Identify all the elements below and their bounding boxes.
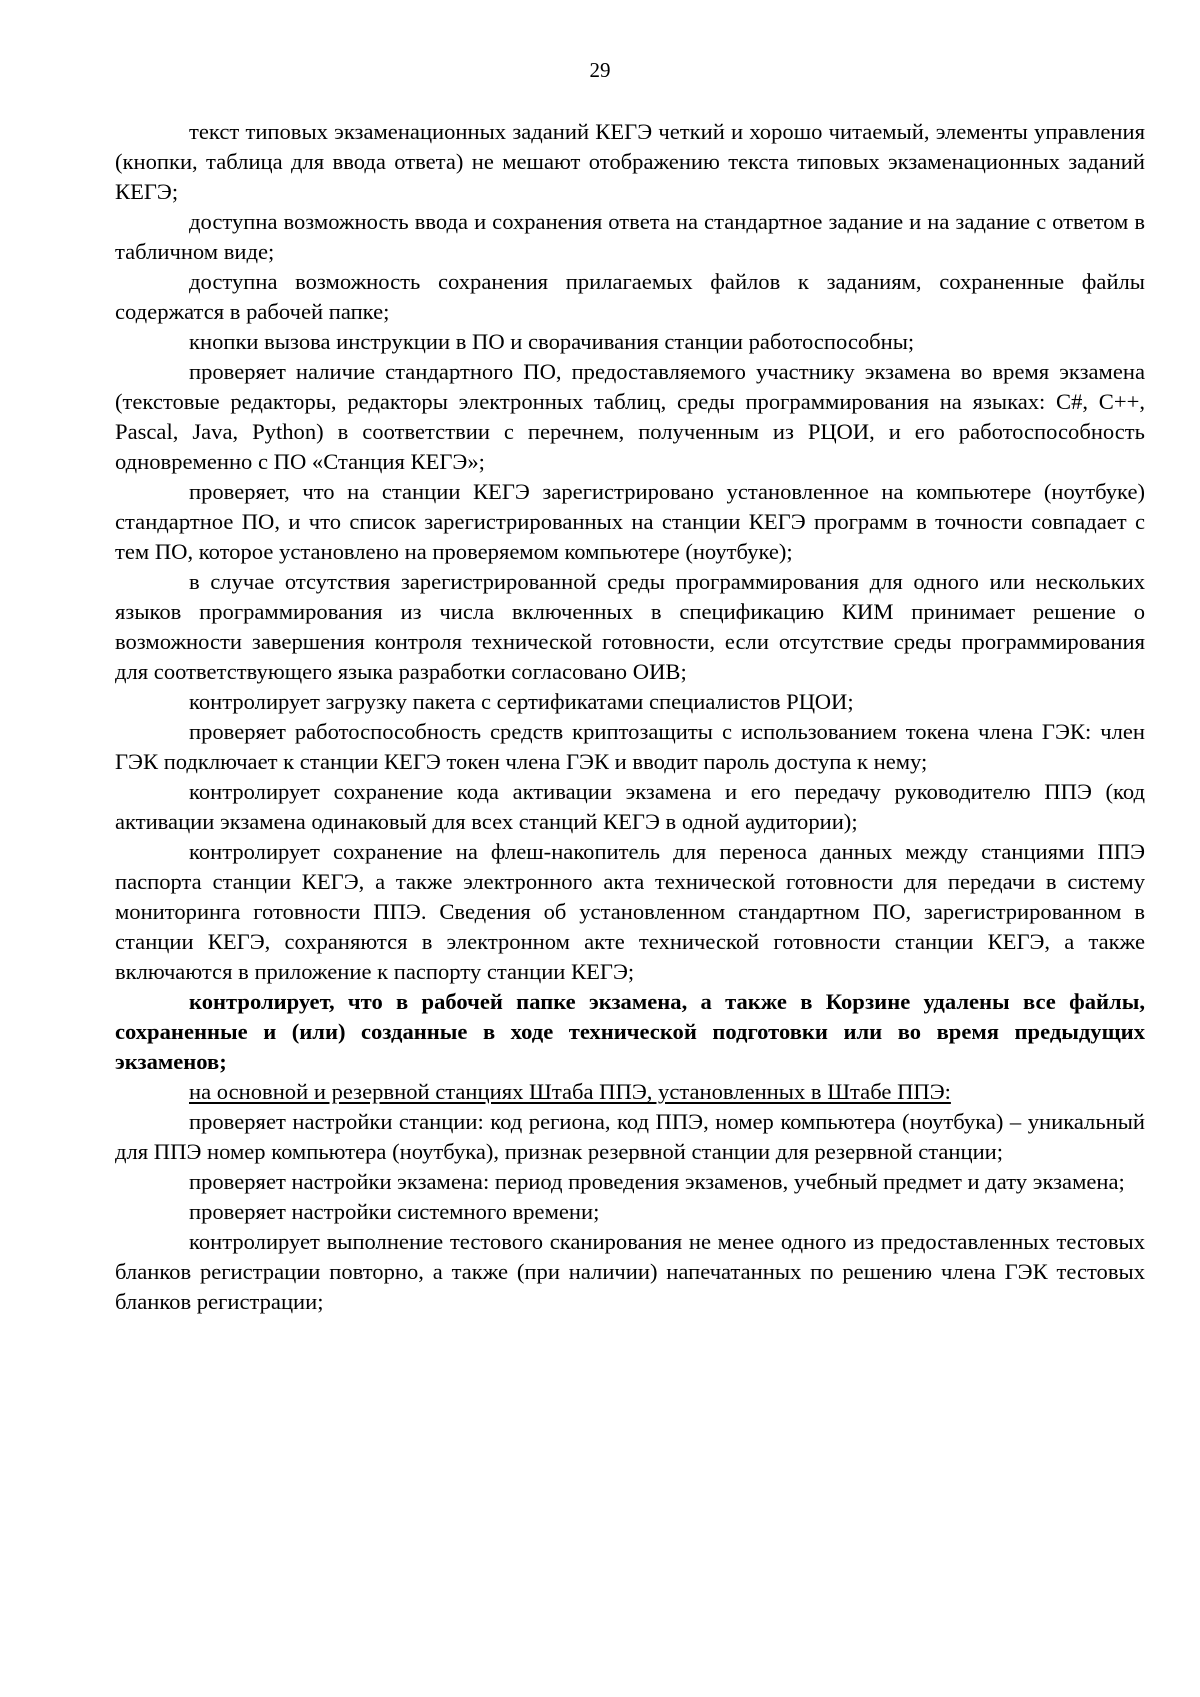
paragraph: контролирует выполнение тестового сканирования не менее одного из предоставленных тестовых бланков регистрации повторно, а также (при наличии) напечатанных по решению члена ГЭК тестовых бланков регистрации;: [115, 1229, 1145, 1314]
paragraph: доступна возможность сохранения прилагаемых файлов к заданиям, сохраненные файлы содержатся в рабочей папке;: [115, 269, 1145, 324]
section-heading-underlined: на основной и резервной станциях Штаба ППЭ, установленных в Штабе ППЭ:: [189, 1079, 951, 1104]
paragraph: проверяет настройки станции: код региона, код ППЭ, номер компьютера (ноутбука) – уникальный для ППЭ номер компьютера (ноутбука), признак резервной станции для резервной станции;: [115, 1109, 1145, 1164]
paragraph: контролирует загрузку пакета с сертификатами специалистов РЦОИ;: [189, 689, 854, 714]
paragraph: в случае отсутствия зарегистрированной среды программирования для одного или нескольких языков программирования из числа включенных в спецификацию КИМ принимает решение о возможности завершения контроля технической готовности, если отсутствие среды программирования для соответствующего языка разработки согласовано ОИВ;: [115, 569, 1145, 684]
paragraph: контролирует сохранение кода активации экзамена и его передачу руководителю ППЭ (код активации экзамена одинаковый для всех станций КЕГЭ в одной аудитории);: [115, 779, 1145, 834]
paragraph: доступна возможность ввода и сохранения ответа на стандартное задание и на задание с ответом в табличном виде;: [115, 209, 1145, 264]
paragraph: кнопки вызова инструкции в ПО и сворачивания станции работоспособны;: [189, 329, 915, 354]
paragraph: контролирует сохранение на флеш-накопитель для переноса данных между станциями ППЭ паспорта станции КЕГЭ, а также электронного акта технической готовности для передачи в систему мониторинга готовности ППЭ. Сведения об установленном стандартном ПО, зарегистрированном в станции КЕГЭ, сохраняются в электронном акте технической готовности станции КЕГЭ, а также включаются в приложение к паспорту станции КЕГЭ;: [115, 839, 1145, 984]
paragraph: текст типовых экзаменационных заданий КЕГЭ четкий и хорошо читаемый, элементы управления (кнопки, таблица для ввода ответа) не мешают отображению текста типовых экзаменационных заданий КЕГЭ;: [115, 119, 1145, 204]
paragraph: проверяет наличие стандартного ПО, предоставляемого участнику экзамена во время экзамена (текстовые редакторы, редакторы электронных таблиц, среды программирования на языках: C#, C++, Pascal, Java, Python) в соответствии с перечнем, полученным из РЦОИ, и его работоспособность одновременно с ПО «Станция КЕГЭ»;: [115, 359, 1145, 474]
paragraph-bold: контролирует, что в рабочей папке экзамена, а также в Корзине удалены все файлы, сохраненные и (или) созданные в ходе технической подготовки или во время предыдущих экзаменов;: [115, 989, 1145, 1074]
paragraph: проверяет настройки системного времени;: [189, 1199, 600, 1224]
page-number: 29: [589, 58, 611, 82]
paragraph: проверяет, что на станции КЕГЭ зарегистрировано установленное на компьютере (ноутбуке) стандартное ПО, и что список зарегистрированных на станции КЕГЭ программ в точности совпадает с тем ПО, которое установлено на проверяемом компьютере (ноутбуке);: [115, 479, 1145, 564]
document-body: [115, 117, 1145, 1317]
paragraph: проверяет работоспособность средств криптозащиты с использованием токена члена ГЭК: член ГЭК подключает к станции КЕГЭ токен члена ГЭК и вводит пароль доступа к нему;: [115, 719, 1145, 774]
paragraph: проверяет настройки экзамена: период проведения экзаменов, учебный предмет и дату экзамена;: [189, 1169, 1125, 1194]
